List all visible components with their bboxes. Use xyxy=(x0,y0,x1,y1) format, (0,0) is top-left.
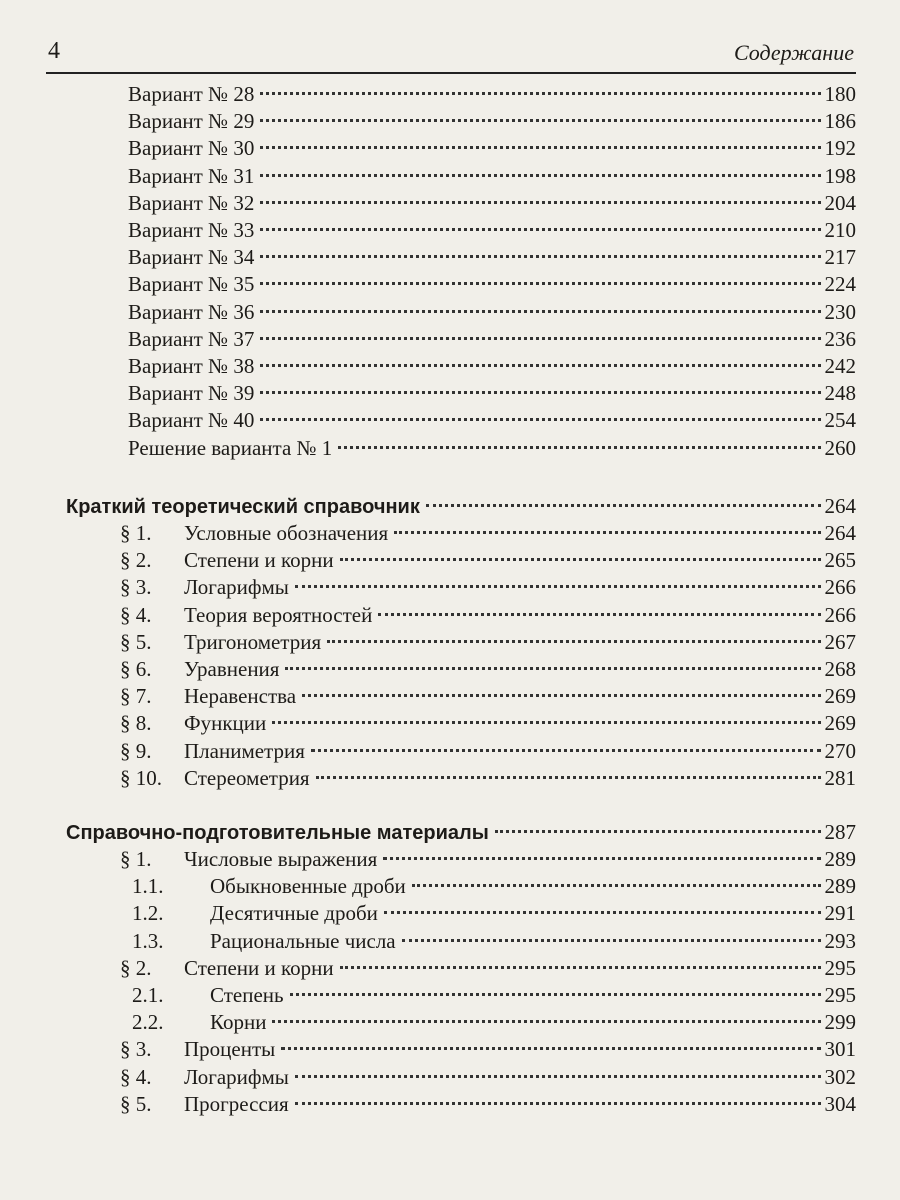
section-heading xyxy=(0,818,900,846)
entry-label: Теория вероятностей xyxy=(184,602,373,627)
toc-entry xyxy=(0,519,900,547)
toc-entry xyxy=(0,270,900,298)
entry-label: Вариант № 36 xyxy=(128,299,255,324)
dot-leader xyxy=(260,418,820,421)
page-ref: 302 xyxy=(824,1064,856,1089)
entry-number: § 3. xyxy=(120,575,152,600)
entry-label: Вариант № 34 xyxy=(128,245,255,270)
dot-leader xyxy=(260,310,820,313)
toc-entry xyxy=(0,682,900,710)
entry-number: § 10. xyxy=(120,765,162,790)
page-ref: 210 xyxy=(824,218,856,242)
page-ref: 192 xyxy=(824,136,856,161)
dot-leader xyxy=(295,585,821,588)
dot-leader xyxy=(260,391,820,394)
page-ref: 295 xyxy=(824,955,856,980)
dot-leader xyxy=(495,830,821,833)
toc-entry xyxy=(0,352,900,380)
toc-entry xyxy=(0,434,900,462)
entry-number: 2.2. xyxy=(132,1010,164,1035)
page-ref: 265 xyxy=(824,548,856,573)
toc-entry xyxy=(0,628,900,656)
toc-entry xyxy=(0,737,900,765)
toc-entry xyxy=(0,325,900,353)
page-ref: 291 xyxy=(824,901,856,926)
toc-entry xyxy=(0,298,900,326)
dot-leader xyxy=(260,146,820,149)
dot-leader xyxy=(290,993,821,996)
entry-label: Неравенства xyxy=(184,684,297,709)
page-ref: 264 xyxy=(824,521,856,545)
entry-label: Степени и корни xyxy=(184,548,334,573)
toc-entry xyxy=(0,189,900,217)
page-ref: 266 xyxy=(824,575,856,600)
entry-number: § 7. xyxy=(120,684,152,709)
entry-number: § 2. xyxy=(120,955,152,980)
entry-label: Проценты xyxy=(184,1037,276,1062)
page-ref: 299 xyxy=(824,1010,856,1035)
toc-entry xyxy=(0,1008,900,1036)
entry-label: Вариант № 38 xyxy=(128,354,255,378)
dot-leader xyxy=(260,228,820,231)
dot-leader xyxy=(272,721,820,724)
dot-leader xyxy=(378,613,820,616)
toc-entry xyxy=(0,216,900,244)
entry-number: § 4. xyxy=(120,602,152,627)
entry-number: § 3. xyxy=(120,1037,152,1062)
dot-leader xyxy=(281,1047,820,1050)
section-title: Краткий теоретический справочник xyxy=(66,496,420,518)
entry-label: Вариант № 35 xyxy=(128,272,255,297)
page-ref: 242 xyxy=(824,354,856,378)
page-ref: 289 xyxy=(824,874,856,899)
entry-label: Планиметрия xyxy=(184,738,305,763)
dot-leader xyxy=(260,364,820,367)
page-ref: 270 xyxy=(824,738,856,763)
toc-entry xyxy=(0,80,900,108)
entry-label: Вариант № 33 xyxy=(128,218,255,242)
dot-leader xyxy=(260,201,820,204)
entry-label: Уравнения xyxy=(184,657,280,681)
page-ref: 268 xyxy=(824,657,856,681)
page-ref: 204 xyxy=(824,190,856,215)
entry-label: Степень xyxy=(210,983,284,1007)
page-ref: 260 xyxy=(824,435,856,460)
page-ref: 287 xyxy=(824,820,856,844)
entry-label: Условные обозначения xyxy=(184,521,389,545)
entry-label: Вариант № 29 xyxy=(128,109,255,134)
page-ref: 281 xyxy=(824,765,856,790)
toc-entry xyxy=(0,1090,900,1118)
dot-leader xyxy=(327,640,820,643)
toc-entry xyxy=(0,981,900,1009)
dot-leader xyxy=(394,531,820,534)
dot-leader xyxy=(340,558,821,561)
dot-leader xyxy=(260,119,820,122)
toc-entry xyxy=(0,379,900,407)
page-ref: 293 xyxy=(824,928,856,953)
entry-number: 2.1. xyxy=(132,983,164,1007)
entry-label: Тригонометрия xyxy=(184,629,322,654)
page-ref: 301 xyxy=(824,1037,856,1062)
entry-number: § 5. xyxy=(120,1091,152,1116)
entry-label: Вариант № 40 xyxy=(128,408,255,433)
header-rule xyxy=(46,72,856,74)
toc-entry xyxy=(0,899,900,927)
entry-number: § 2. xyxy=(120,548,152,573)
entry-number: § 4. xyxy=(120,1064,152,1089)
dot-leader xyxy=(295,1102,821,1105)
entry-number: § 1. xyxy=(120,521,152,545)
toc-entry xyxy=(0,1063,900,1091)
toc-entry xyxy=(0,406,900,434)
page-number: 4 xyxy=(48,38,60,64)
entry-number: § 6. xyxy=(120,657,152,681)
entry-label: Десятичные дроби xyxy=(210,901,378,926)
toc-entry xyxy=(0,243,900,271)
page-ref: 304 xyxy=(824,1091,856,1116)
entry-number: 1.1. xyxy=(132,874,164,899)
entry-label: Степени и корни xyxy=(184,955,334,980)
toc-entry xyxy=(0,107,900,135)
entry-number: 1.3. xyxy=(132,928,164,953)
toc-entry xyxy=(0,709,900,737)
dot-leader xyxy=(260,337,820,340)
entry-label: Стереометрия xyxy=(184,765,310,790)
entry-label: Вариант № 31 xyxy=(128,163,255,188)
dot-leader xyxy=(285,667,820,670)
page-ref: 269 xyxy=(824,684,856,709)
running-title: Содержание xyxy=(733,40,854,65)
entry-label: Обыкновенные дроби xyxy=(210,874,406,899)
dot-leader xyxy=(260,255,820,258)
page-ref: 180 xyxy=(824,82,856,106)
page-ref: 289 xyxy=(824,847,856,871)
dot-leader xyxy=(260,282,820,285)
entry-label: Вариант № 37 xyxy=(128,326,255,351)
entry-label: Рациональные числа xyxy=(210,928,396,953)
page-ref: 295 xyxy=(824,983,856,1007)
toc-entry xyxy=(0,162,900,190)
page-ref: 264 xyxy=(824,494,856,518)
entry-label: Вариант № 32 xyxy=(128,190,255,215)
entry-label: Корни xyxy=(210,1010,267,1035)
dot-leader xyxy=(383,857,820,860)
entry-label: Числовые выражения xyxy=(184,847,378,871)
toc-entry xyxy=(0,573,900,601)
entry-label: Логарифмы xyxy=(184,1064,289,1089)
dot-leader xyxy=(338,446,820,449)
page-ref: 230 xyxy=(824,299,856,324)
page-ref: 269 xyxy=(824,711,856,736)
toc-entry xyxy=(0,954,900,982)
entry-label: Вариант № 39 xyxy=(128,381,255,406)
dot-leader xyxy=(402,939,821,942)
page-ref: 198 xyxy=(824,163,856,188)
page-ref: 266 xyxy=(824,602,856,627)
page-ref: 186 xyxy=(824,109,856,134)
entry-label: Вариант № 30 xyxy=(128,136,255,161)
page-ref: 217 xyxy=(824,245,856,270)
toc-entry xyxy=(0,845,900,873)
dot-leader xyxy=(272,1020,820,1023)
entry-label: Прогрессия xyxy=(184,1091,289,1116)
entry-label: Логарифмы xyxy=(184,575,289,600)
page-ref: 248 xyxy=(824,381,856,406)
entry-label: Решение варианта № 1 xyxy=(128,435,333,460)
dot-leader xyxy=(302,694,820,697)
page-ref: 267 xyxy=(824,629,856,654)
toc-entry xyxy=(0,872,900,900)
entry-number: 1.2. xyxy=(132,901,164,926)
toc-entry xyxy=(0,927,900,955)
section-heading xyxy=(0,492,900,520)
toc-entry xyxy=(0,134,900,162)
entry-number: § 1. xyxy=(120,847,152,871)
entry-number: § 5. xyxy=(120,629,152,654)
toc-entry xyxy=(0,1035,900,1063)
page-ref: 254 xyxy=(824,408,856,433)
toc-entry xyxy=(0,546,900,574)
dot-leader xyxy=(384,911,821,914)
entry-number: § 9. xyxy=(120,738,152,763)
dot-leader xyxy=(311,749,821,752)
toc-entry xyxy=(0,764,900,792)
dot-leader xyxy=(316,776,821,779)
dot-leader xyxy=(426,504,821,507)
dot-leader xyxy=(412,884,821,887)
page-ref: 224 xyxy=(824,272,856,297)
section-title: Справочно-подготовительные материалы xyxy=(66,822,489,844)
toc-entry xyxy=(0,601,900,629)
dot-leader xyxy=(340,966,821,969)
entry-label: Вариант № 28 xyxy=(128,82,255,106)
dot-leader xyxy=(260,174,820,177)
dot-leader xyxy=(260,92,820,95)
toc-entry xyxy=(0,655,900,683)
entry-number: § 8. xyxy=(120,711,152,736)
entry-label: Функции xyxy=(184,711,267,736)
page-ref: 236 xyxy=(824,326,856,351)
dot-leader xyxy=(295,1075,821,1078)
